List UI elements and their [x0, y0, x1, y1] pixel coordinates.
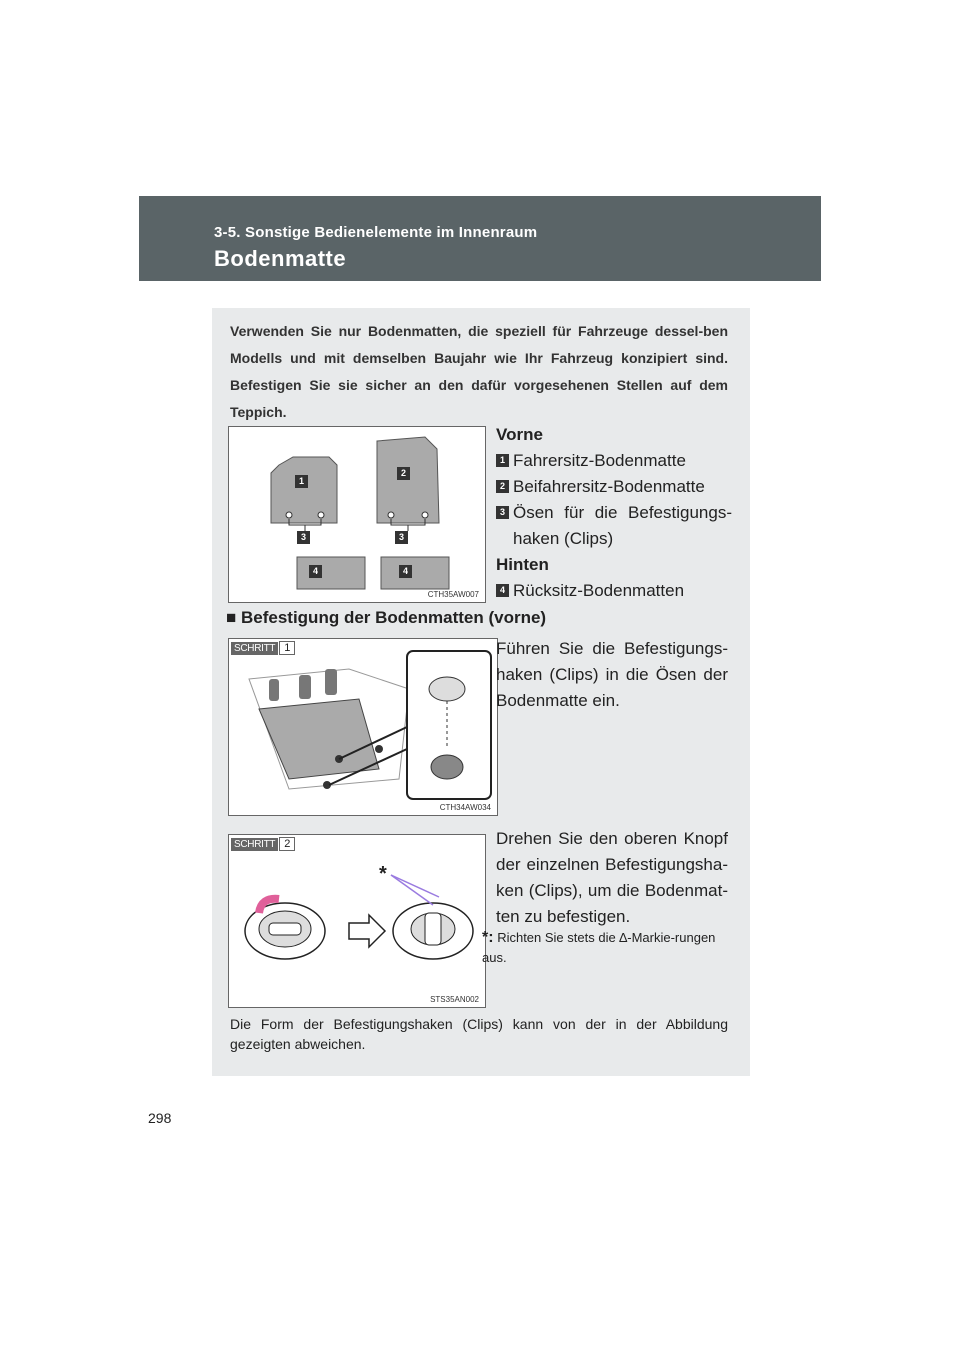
page-number: 298 — [148, 1110, 172, 1126]
step2-figure — [228, 834, 486, 1008]
section-title: 3-5. Sonstige Bedienelemente im Innenraum — [214, 224, 538, 241]
legend-item-4: 4 Rücksitz-Bodenmatten — [496, 578, 732, 604]
step2-illustration — [229, 835, 485, 1007]
page-title: Bodenmatte — [214, 246, 347, 271]
callout-3b: 3 — [395, 531, 408, 544]
section-header — [139, 196, 821, 281]
front-label: Vorne — [496, 425, 543, 444]
legend — [496, 422, 732, 604]
attach-heading: ■ Befestigung der Bodenmatten (vorne) — [226, 608, 547, 627]
floor-mat-illustration — [229, 427, 485, 602]
step2-note: *: Richten Sie stets die ∆-Markie-rungen aus. — [482, 929, 716, 965]
step2-badge: SCHRITT 2 — [231, 837, 295, 851]
intro-text: Verwenden Sie nur Bodenmatten, die speziell für Fahrzeuge dessel-ben Modells und mit demselben Baujahr wie Ihr Fahrzeug konzipiert sind. Befestigen Sie sie sicher an den dafür vorgesehenen Stellen auf dem Teppich. — [230, 323, 728, 420]
callout-3a: 3 — [297, 531, 310, 544]
figure-code: CTH34AW034 — [439, 803, 491, 812]
step1-text: Führen Sie die Befestigungs-haken (Clips) in die Ösen der Bodenmatte ein. — [496, 639, 728, 710]
callout-4a: 4 — [309, 565, 322, 578]
floor-mat-figure — [228, 426, 486, 603]
callout-4b: 4 — [399, 565, 412, 578]
legend-item-2: 2 Beifahrersitz-Bodenmatte — [496, 474, 732, 500]
rear-label: Hinten — [496, 555, 549, 574]
legend-item-1: 1 Fahrersitz-Bodenmatte — [496, 448, 732, 474]
content-panel — [212, 308, 750, 1076]
asterisk-mark: * — [379, 863, 387, 885]
legend-item-3: 3 Ösen für die Befestigungs-haken (Clips) — [496, 500, 732, 552]
step1-badge: SCHRITT 1 — [231, 641, 295, 655]
figure-code: CTH35AW007 — [427, 590, 479, 599]
callout-1: 1 — [295, 475, 308, 488]
callout-2: 2 — [397, 467, 410, 480]
step2-text: Drehen Sie den oberen Knopf der einzelnen Befestigungsha-ken (Clips), um die Bodenmat-ten zu befestigen. — [496, 829, 728, 926]
step1-illustration — [229, 639, 497, 815]
footer-note: Die Form der Befestigungshaken (Clips) kann von der in der Abbildung gezeigten abweichen. — [230, 1016, 728, 1052]
step1-figure — [228, 638, 498, 816]
figure-code: STS35AN002 — [430, 995, 479, 1004]
